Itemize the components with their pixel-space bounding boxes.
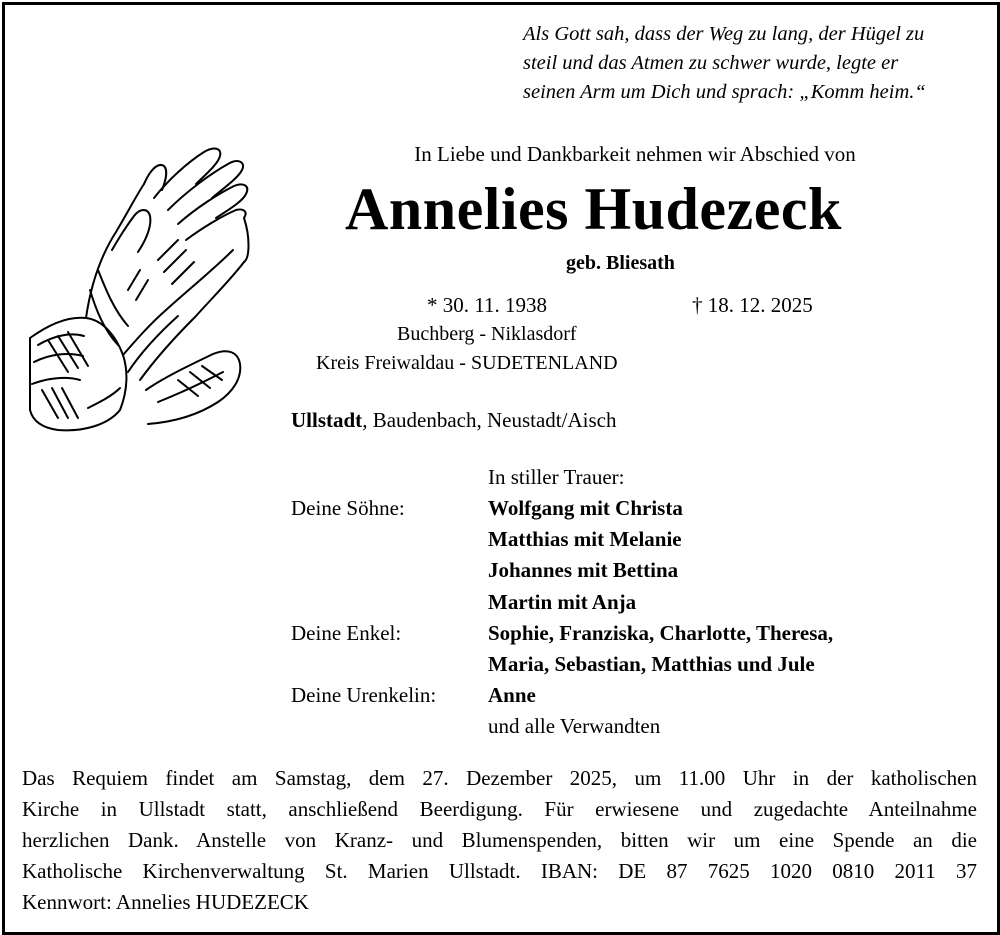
town-rest: , Baudenbach, Neustadt/Aisch	[362, 408, 617, 432]
maiden-name: geb. Bliesath	[566, 252, 675, 274]
notice-line: herzlichen Dank. Anstelle von Kranz- und Blumenspenden, bitten wir um eine Spende an die	[22, 828, 977, 852]
notice-line: Katholische Kirchenverwaltung St. Marien Ullstadt. IBAN: DE 87 7625 1020 0810 2011 37	[22, 859, 977, 883]
grandchildren-label: Deine Enkel:	[291, 621, 402, 645]
quote-line: steil und das Atmen zu schwer wurde, legte er	[523, 52, 899, 74]
deceased-name: Annelies Hudezeck	[345, 176, 842, 242]
great-grandchild-entry: Anne	[488, 683, 536, 707]
birthplace-line-1: Buchberg - Niklasdorf	[397, 323, 577, 345]
birth-date: * 30. 11. 1938	[427, 293, 547, 317]
birthplace-line-2: Kreis Freiwaldau - SUDETENLAND	[316, 352, 618, 374]
notice-line: Kirche in Ullstadt statt, anschließend Beerdigung. Für erwiesene und zugedachte Anteilnahme	[22, 797, 977, 821]
town-primary: Ullstadt	[291, 408, 363, 432]
grandchildren-entry: Sophie, Franziska, Charlotte, Theresa,	[488, 621, 834, 645]
notice-line: Kennwort: Annelies HUDEZECK	[22, 890, 309, 914]
son-entry: Matthias mit Melanie	[488, 527, 682, 551]
mourners-heading: In stiller Trauer:	[488, 465, 625, 489]
town-line	[291, 408, 616, 433]
son-entry: Wolfgang mit Christa	[488, 496, 683, 520]
notice-line: Das Requiem findet am Samstag, dem 27. Dezember 2025, um 11.00 Uhr in der katholischen	[22, 766, 977, 790]
grandchildren-entry: Maria, Sebastian, Matthias und Jule	[488, 652, 815, 676]
quote-block	[523, 20, 926, 107]
death-date: † 18. 12. 2025	[692, 293, 813, 317]
praying-hands-icon	[28, 140, 253, 435]
intro-line: In Liebe und Dankbarkeit nehmen wir Abschied von	[414, 142, 856, 166]
quote-line: Als Gott sah, dass der Weg zu lang, der Hügel zu	[523, 23, 925, 45]
requiem-notice	[22, 763, 977, 918]
relatives-line: und alle Verwandten	[488, 714, 661, 738]
sons-label: Deine Söhne:	[291, 496, 405, 520]
quote-line: seinen Arm um Dich und sprach: „Komm heim.“	[523, 81, 926, 103]
great-grandchild-label: Deine Urenkelin:	[291, 683, 437, 707]
son-entry: Martin mit Anja	[488, 590, 637, 614]
son-entry: Johannes mit Bettina	[488, 558, 679, 582]
